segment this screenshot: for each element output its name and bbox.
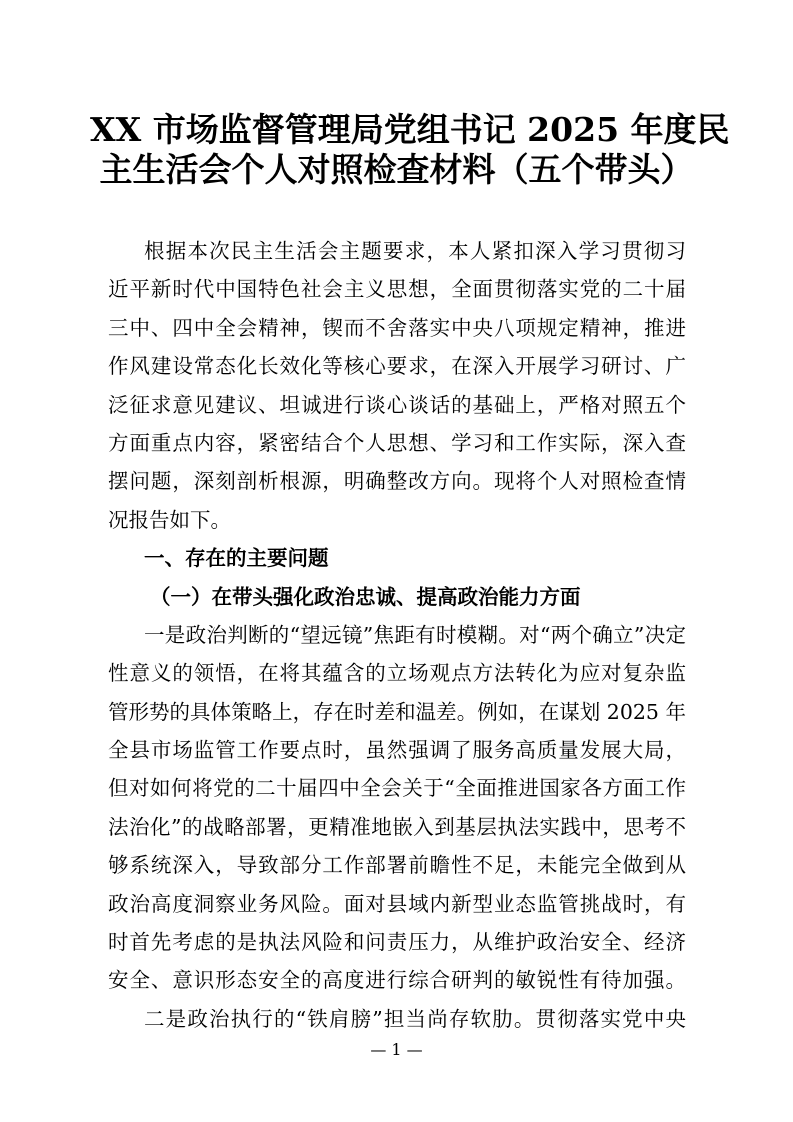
text-line: 时首先考虑的是执法风险和问责压力，从维护政治安全、经济	[108, 930, 686, 955]
text-line	[108, 616, 686, 654]
point-paragraph	[108, 1000, 686, 1038]
text-line: 况报告如下。	[108, 507, 231, 532]
title-line: XX 市场监督管理局党组书记 2025 年度民	[90, 110, 730, 149]
subsection-heading: （一）在带头强化政治忠诚、提高政治能力方面	[150, 584, 581, 609]
text-line: 政治高度洞察业务风险。面对县域内新型业态监管挑战时，有	[108, 891, 686, 916]
text-line: 作风建设常态化长效化等核心要求，在深入开展学习研讨、广	[108, 354, 686, 379]
page-number: — 1 —	[370, 1040, 423, 1059]
point-lead: 一是	[144, 622, 186, 647]
text-line: 够系统深入，导致部分工作部署前瞻性不足，未能完全做到从	[108, 853, 686, 878]
text-line: 全县市场监管工作要点时，虽然强调了服务高质量发展大局，	[108, 738, 686, 763]
text-line: 性意义的领悟，在将其蕴含的立场观点方法转化为应对复杂监	[108, 661, 686, 686]
document-title	[90, 110, 730, 190]
point-paragraph	[108, 616, 686, 1000]
text-line: 方面重点内容，紧密结合个人思想、学习和工作实际，深入查	[108, 430, 686, 455]
point-text: 政治判断的“望远镜”焦距有时模糊。对“两个确立”决定	[185, 622, 687, 647]
text-line: 根据本次民主生活会主题要求，本人紧扣深入学习贯彻习	[144, 239, 686, 263]
text-line: 泛征求意见建议、坦诚进行谈心谈话的基础上，严格对照五个	[108, 392, 686, 417]
text-line: 安全、意识形态安全的高度进行综合研判的敏锐性有待加强。	[108, 968, 686, 993]
text-line: 法治化”的战略部署，更精准地嵌入到基层执法实践中，思考不	[108, 814, 686, 839]
point-text: 政治执行的“铁肩膀”担当尚存软肋。贯彻落实党中央	[187, 1006, 686, 1031]
text-line: 摆问题，深刻剖析根源，明确整改方向。现将个人对照检查情	[108, 469, 686, 494]
title-line: 主生活会个人对照检查材料（五个带头）	[99, 150, 694, 189]
text-line: 但对如何将党的二十届四中全会关于“全面推进国家各方面工作	[108, 776, 686, 801]
text-line: 近平新时代中国特色社会主义思想，全面贯彻落实党的二十届	[108, 277, 686, 302]
text-line: 三中、四中全会精神，锲而不舍落实中央八项规定精神，推进	[108, 315, 686, 340]
document-body	[108, 232, 686, 1038]
section-heading: 一、存在的主要问题	[144, 546, 329, 571]
text-line	[108, 1000, 686, 1038]
text-line: 管形势的具体策略上，存在时差和温差。例如，在谋划 2025 年	[108, 699, 686, 724]
intro-paragraph	[108, 232, 686, 539]
point-lead: 二是	[144, 1006, 188, 1031]
